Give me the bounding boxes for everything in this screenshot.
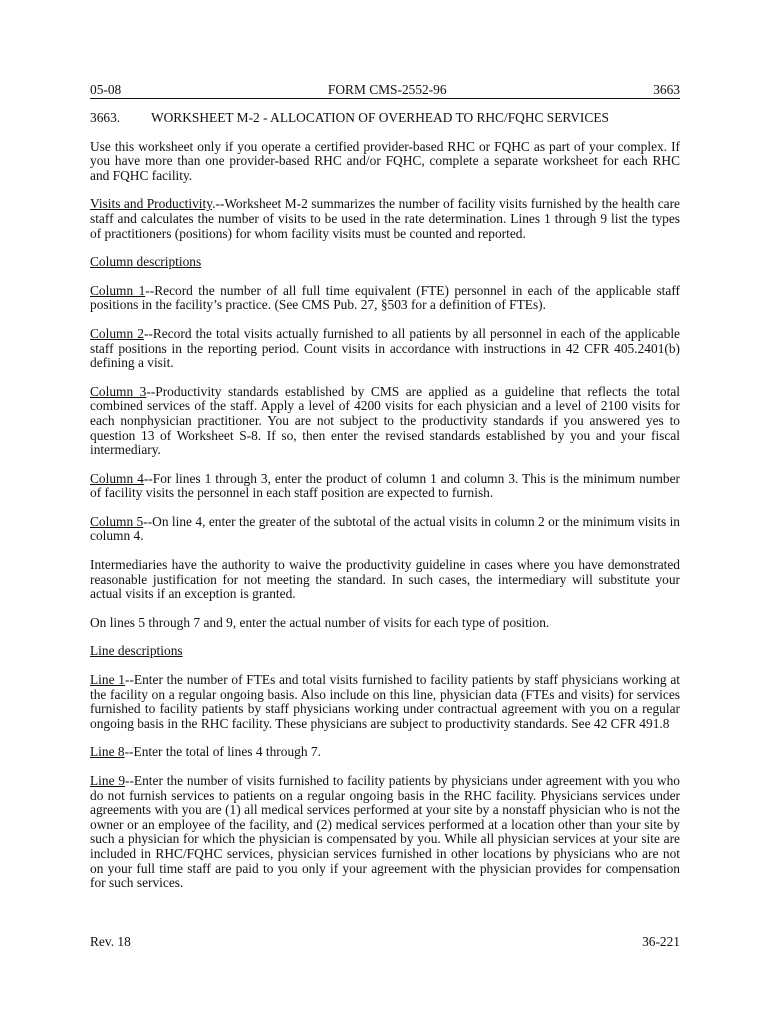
line-label: Line 9 — [90, 773, 126, 788]
column-text: --For lines 1 through 3, enter the product of column 1 and column 3. This is the minimum number of facility visits the personnel in each staff position are expected to furnish. — [90, 470, 680, 501]
column-3-paragraph — [90, 385, 680, 458]
intro-paragraph: Use this worksheet only if you operate a certified provider-based RHC or FQHC as part of your complex. If you have more than one provider-based RHC and/or FQHC, complete a separate worksheet for each RHC and FQHC facility. — [90, 138, 680, 183]
column-2-paragraph — [90, 327, 680, 371]
column-label: Column 1 — [90, 282, 146, 298]
page-footer — [90, 934, 680, 950]
column-1-paragraph — [90, 284, 680, 313]
column-text: --Record the number of all full time equivalent (FTE) personnel in each of the applicable staff positions in the facility’s practice. (See CMS Pub. 27, §503 for a definition of FTEs). — [90, 282, 680, 313]
line-label: Line 1 — [90, 672, 125, 688]
document-page — [90, 80, 680, 891]
column-text: --On line 4, enter the greater of the subtotal of the actual visits in column 2 or the minimum visits in column 4. — [90, 513, 680, 544]
line-8-paragraph — [90, 745, 680, 760]
line-9-paragraph — [90, 774, 680, 891]
visits-paragraph — [90, 197, 680, 241]
column-label: Column 5 — [90, 513, 144, 529]
column-label: Column 2 — [90, 325, 144, 341]
footer-page-number: 36-221 — [642, 934, 680, 949]
header-section: 3663 — [653, 82, 680, 98]
line-descriptions-heading: Line descriptions — [90, 643, 183, 659]
visits-text: .--Worksheet M-2 summarizes the number of facility visits furnished by the health care staff and calculates the number of visits to be used in the rate determination. Lines 1 through 9 list the types of practitioners (positions) for whom facility visits must be counted and reported. — [90, 196, 680, 241]
section-number: 3663. — [90, 110, 121, 125]
column-5-paragraph — [90, 515, 680, 544]
line-text: --Enter the total of lines 4 through 7. — [124, 744, 321, 760]
lines-5-7-paragraph: On lines 5 through 7 and 9, enter the actual number of visits for each type of position. — [90, 614, 550, 630]
footer-revision: Rev. 18 — [90, 934, 131, 949]
line-1-paragraph — [90, 673, 680, 731]
column-text: --Productivity standards established by CMS are applied as a guideline that reflects the total combined services of the staff. Apply a level of 4200 visits for each physician and a level of 2100 visits for each nonphysician practitioner. You are not subject to the productivity standards if you answered yes to question 13 of Worksheet S-8. If so, then enter the revised standards established by you and your fiscal intermediary. — [90, 383, 680, 458]
line-text: --Enter the number of FTEs and total visits furnished to facility patients by staff physicians working at the facility on a regular ongoing basis. Also include on this line, physician data (FTEs and visits) for services furnished to facility patients by staff physicians working under contractual agreement with you on a regular ongoing basis in the RHC facility. These physicians are subject to productivity standards. See 42 CFR 491.8 — [90, 672, 680, 731]
visits-label: Visits and Productivity — [90, 196, 213, 212]
page-header — [90, 82, 680, 99]
column-descriptions-heading: Column descriptions — [90, 254, 202, 270]
column-text: --Record the total visits actually furnished to all patients by all personnel in each of the applicable staff positions in the reporting period. Count visits in accordance with instructions in 42 CFR 405.2401(b) defining a visit. — [90, 325, 680, 371]
line-label: Line 8 — [90, 744, 125, 760]
column-label: Column 4 — [90, 470, 144, 486]
intermediaries-paragraph: Intermediaries have the authority to waive the productivity guideline in cases where you have demonstrated reasonable justification for not meeting the standard. In such cases, the intermediary will substitute your actual visits if an exception is granted. — [90, 557, 680, 602]
header-date: 05-08 — [90, 82, 122, 98]
section-title-text: WORKSHEET M-2 - ALLOCATION OF OVERHEAD TO RHC/FQHC SERVICES — [151, 110, 609, 125]
section-title — [90, 111, 680, 126]
line-text: --Enter the number of visits furnished to facility patients by physicians under agreement with you who do not furnish services to patients on a regular ongoing basis in the RHC facility. Physicians services under agreements with you are (1) all medical services performed at your site by a nonstaff physician who is not the owner or an employee of the facility, and (2) medical services performed at a location other than your site by such a physician for which the physician is compensated by you. While all physician services at your site are included in RHC/FQHC services, physician services furnished in other locations by physicians who are not on your full time staff are paid to you only if your agreement with the physician provides for compensation for such services. — [90, 773, 680, 891]
column-label: Column 3 — [90, 383, 147, 399]
header-form: FORM CMS-2552-96 — [327, 82, 447, 98]
column-4-paragraph — [90, 472, 680, 501]
